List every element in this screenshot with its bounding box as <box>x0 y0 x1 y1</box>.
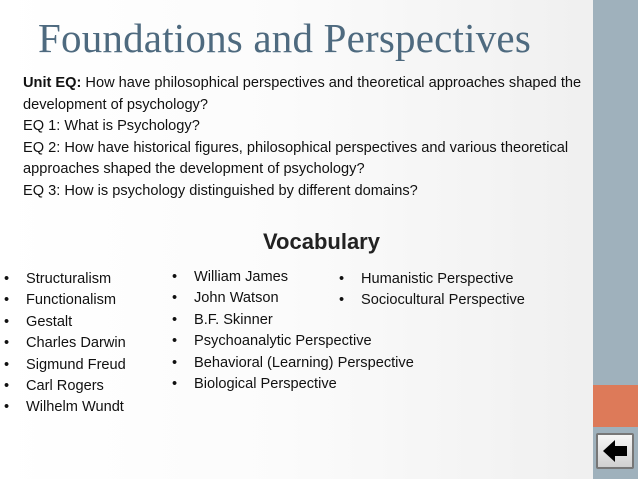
vocab-item: • Functionalism <box>4 290 126 311</box>
vocab-item: • Biological Perspective <box>172 374 414 395</box>
slide-title: Foundations and Perspectives <box>38 15 531 61</box>
vocab-item: • Sociocultural Perspective <box>339 290 525 311</box>
vocab-item: • Humanistic Perspective <box>339 269 525 290</box>
vocab-item: • Gestalt <box>4 312 126 333</box>
eq-1: EQ 1: What is Psychology? <box>23 118 200 134</box>
vocab-item: • Wilhelm Wundt <box>4 397 126 418</box>
vocabulary-heading: Vocabulary <box>263 229 380 254</box>
vocab-item: • William James <box>172 267 414 288</box>
eq-2: EQ 2: How have historical figures, philosophical perspectives and various theoretical approaches shaped the development of psychology? <box>23 139 569 177</box>
vocab-item: • Charles Darwin <box>4 333 126 354</box>
vocab-item: • Sigmund Freud <box>4 355 126 376</box>
left-arrow-icon <box>598 435 632 467</box>
eq-3: EQ 3: How is psychology distinguished by different domains? <box>23 182 418 199</box>
unit-eq-text: How have philosophical perspectives and theoretical approaches shaped the development of psychology? <box>23 75 582 113</box>
vocab-list-3 <box>339 269 525 312</box>
sidebar-accent-band <box>593 385 638 427</box>
vocab-item: • Structuralism <box>4 269 126 290</box>
vocab-item: • B.F. Skinner <box>172 310 414 331</box>
vocab-item: • John Watson <box>172 288 414 309</box>
vocab-item: • Psychoanalytic Perspective <box>172 331 414 352</box>
vocab-item: • Carl Rogers <box>4 376 126 397</box>
essential-questions <box>23 73 583 202</box>
vocab-list-1 <box>4 269 126 419</box>
unit-eq <box>23 73 583 116</box>
vocab-item: • Behavioral (Learning) Perspective <box>172 353 414 374</box>
back-button[interactable] <box>596 433 634 469</box>
unit-eq-label: Unit EQ: <box>23 75 82 91</box>
